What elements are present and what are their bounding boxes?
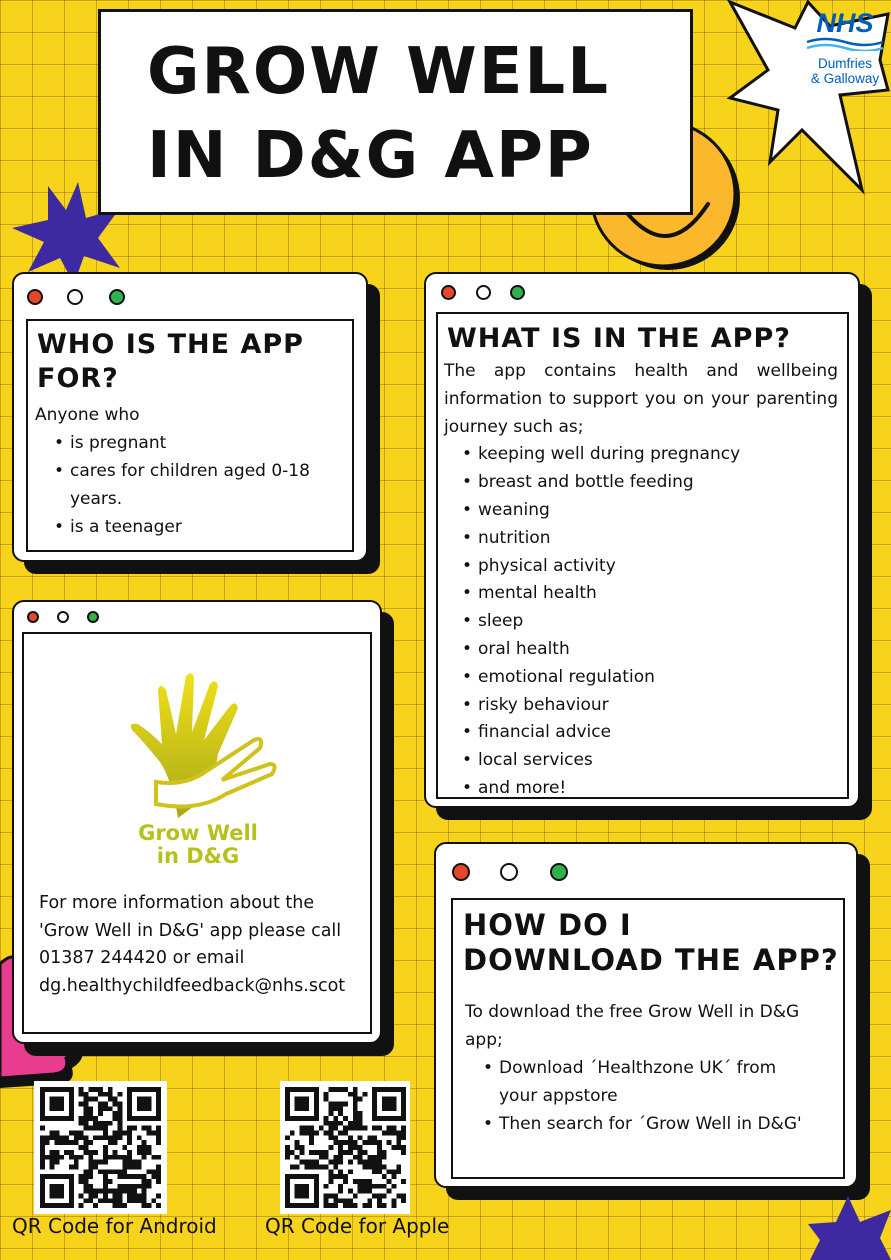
title-line-1: GROW WELL bbox=[147, 35, 610, 109]
hand-logo-icon bbox=[122, 670, 282, 820]
list-item: • oral health bbox=[459, 636, 838, 664]
what-heading: WHAT IS IN THE APP? bbox=[447, 323, 791, 354]
maximize-dot-icon bbox=[87, 611, 99, 623]
logo-line-2: in D&G bbox=[156, 844, 240, 868]
list-item: • local services bbox=[459, 747, 838, 775]
who-list bbox=[51, 429, 347, 541]
list-item: • Then search for ´Grow Well in D&G' bbox=[480, 1110, 805, 1138]
list-item: • nutrition bbox=[459, 525, 838, 553]
download-body bbox=[465, 998, 805, 1138]
maximize-dot-icon bbox=[109, 289, 125, 305]
close-dot-icon bbox=[27, 289, 43, 305]
android-qr-label: QR Code for Android bbox=[12, 1214, 217, 1238]
download-list bbox=[480, 1054, 805, 1138]
download-panel bbox=[451, 898, 845, 1179]
list-item: • is a teenager bbox=[51, 513, 347, 541]
who-body bbox=[35, 401, 347, 541]
list-item: • financial advice bbox=[459, 719, 838, 747]
nhs-wave-icon bbox=[805, 37, 885, 51]
who-heading bbox=[37, 328, 304, 396]
close-dot-icon bbox=[27, 611, 39, 623]
list-item: • breast and bottle feeding bbox=[459, 469, 838, 497]
download-heading-line-2: DOWNLOAD THE APP? bbox=[463, 943, 839, 977]
apple-qr-label: QR Code for Apple bbox=[265, 1214, 450, 1238]
title-line-2: IN D&G APP bbox=[147, 119, 594, 193]
list-item: • mental health bbox=[459, 580, 838, 608]
list-item: • is pregnant bbox=[51, 429, 347, 457]
contact-panel bbox=[22, 632, 372, 1034]
download-heading bbox=[463, 908, 839, 978]
download-heading-line-1: HOW DO I bbox=[463, 908, 632, 942]
minimize-dot-icon bbox=[57, 611, 69, 623]
qr-code-icon bbox=[40, 1087, 161, 1208]
minimize-dot-icon bbox=[67, 289, 83, 305]
list-item: • keeping well during pregnancy bbox=[459, 441, 838, 469]
download-intro: To download the free Grow Well in D&G app; bbox=[465, 1002, 800, 1050]
list-item: • risky behaviour bbox=[459, 692, 838, 720]
list-item: • physical activity bbox=[459, 553, 838, 581]
list-item: • and more! bbox=[459, 775, 838, 803]
contact-text: For more information about the 'Grow Well in D&G' app please call 01387 244420 or email dg.healthychildfeedback@nhs.scot bbox=[39, 893, 346, 996]
nhs-logo bbox=[804, 10, 886, 86]
nhs-wordmark: NHS bbox=[816, 8, 874, 38]
list-item: • sleep bbox=[459, 608, 838, 636]
who-heading-line-1: WHO IS THE APP bbox=[37, 329, 304, 360]
who-intro: Anyone who bbox=[35, 405, 140, 425]
qr-code-android[interactable] bbox=[34, 1081, 167, 1214]
what-intro: The app contains health and wellbeing information to support you on your parenting journey such as; bbox=[444, 361, 838, 437]
nhs-board-line-2: & Galloway bbox=[810, 71, 880, 86]
minimize-dot-icon bbox=[500, 863, 518, 881]
qr-code-apple[interactable] bbox=[280, 1081, 410, 1214]
maximize-dot-icon bbox=[550, 863, 568, 881]
what-list bbox=[459, 441, 838, 802]
nhs-board-line-1: Dumfries bbox=[817, 56, 872, 71]
maximize-dot-icon bbox=[510, 285, 525, 300]
close-dot-icon bbox=[441, 285, 456, 300]
minimize-dot-icon bbox=[476, 285, 491, 300]
list-item: • weaning bbox=[459, 497, 838, 525]
what-body bbox=[444, 358, 838, 803]
close-dot-icon bbox=[452, 863, 470, 881]
list-item: • cares for children aged 0-18 years. bbox=[51, 457, 347, 513]
list-item: • Download ´Healthzone UK´ from your appstore bbox=[480, 1054, 805, 1110]
logo-line-1: Grow Well bbox=[138, 821, 258, 845]
who-heading-line-2: FOR? bbox=[37, 363, 119, 394]
who-panel bbox=[26, 319, 354, 552]
app-logo-text bbox=[24, 822, 372, 868]
qr-code-icon bbox=[285, 1087, 406, 1208]
title-box bbox=[98, 9, 693, 215]
what-panel bbox=[436, 312, 849, 799]
list-item: • emotional regulation bbox=[459, 664, 838, 692]
purple-star-bottom-icon bbox=[808, 1196, 891, 1260]
